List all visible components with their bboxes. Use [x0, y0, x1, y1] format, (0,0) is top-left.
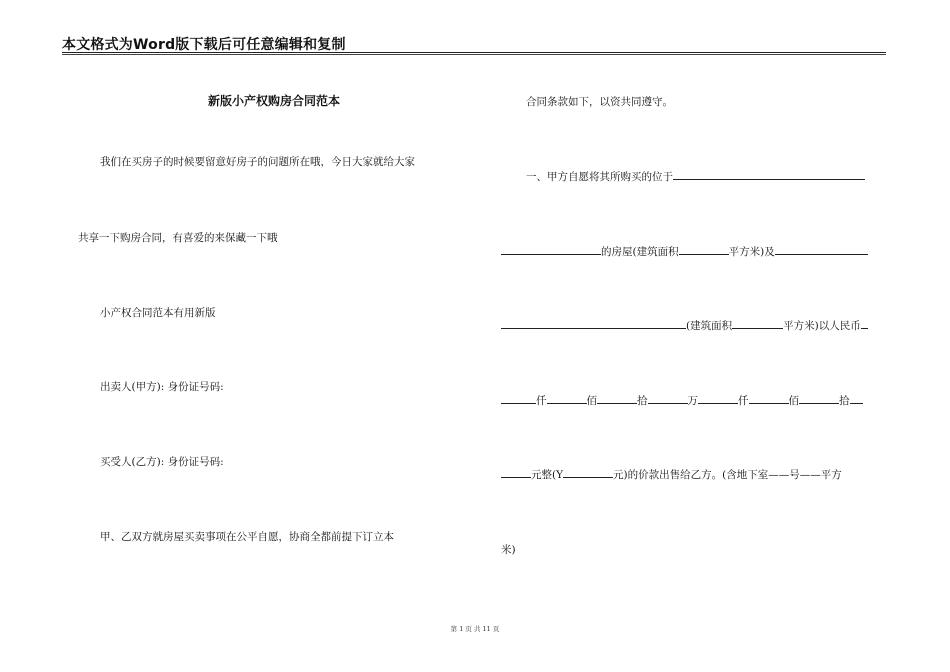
document-header: 本文格式为Word版下载后可任意编辑和复制: [62, 37, 346, 53]
amount-blank-7[interactable]: [799, 393, 839, 404]
document-title: 新版小产权购房合同范本: [207, 94, 340, 108]
amount-blank-8[interactable]: [850, 393, 863, 404]
price-description: 元)的价款出售给乙方。(含地下室——号——平方: [613, 469, 842, 481]
clause-1-line-3: [501, 318, 868, 333]
clause-1-line-1: [526, 169, 865, 184]
extra-area-blank[interactable]: [732, 318, 783, 329]
right-paragraph-7: 米): [501, 544, 516, 556]
right-paragraph-1: 合同条款如下，以资共同遵守。: [526, 96, 673, 108]
clause-1-text: 一、甲方自愿将其所购买的位于: [526, 171, 673, 183]
unit-bai-2: 佰: [788, 395, 799, 407]
yuan-total-label: 元整(Y: [531, 469, 564, 481]
price-total-line: [501, 467, 842, 482]
page-footer: 第 1 页 共 11 页: [450, 625, 500, 633]
amount-blank-2[interactable]: [547, 393, 587, 404]
price-amount-line: [501, 393, 863, 408]
sqm-rmb-label: 平方米)以人民币: [783, 320, 861, 332]
left-paragraph-2: 共享一下购房合同，有喜爱的来保藏一下哦: [78, 232, 278, 244]
amount-blank-3[interactable]: [597, 393, 637, 404]
seller-line: 出卖人(甲方): 身份证号码:: [100, 381, 224, 393]
rmb-blank[interactable]: [861, 318, 868, 329]
yuan-number-blank[interactable]: [563, 467, 613, 478]
left-paragraph-3: 小产权合同范本有用新版: [100, 307, 216, 319]
header-rule: [62, 52, 886, 53]
amount-blank-1[interactable]: [501, 393, 536, 404]
amount-blank-6[interactable]: [749, 393, 789, 404]
left-paragraph-6: 甲、乙双方就房屋买卖事项在公平自愿，协商全都前提下订立本: [100, 531, 394, 543]
sqm-and-label: 平方米)及: [728, 246, 775, 258]
area-blank[interactable]: [679, 244, 729, 255]
extra-area-label: (建筑面积: [686, 320, 733, 332]
clause-1-line-2: [501, 244, 868, 259]
amount-blank-4[interactable]: [648, 393, 688, 404]
house-area-label: 的房屋(建筑面积: [601, 246, 679, 258]
unit-shi-2: 拾: [839, 395, 850, 407]
location-blank[interactable]: [673, 169, 865, 180]
buyer-line: 买受人(乙方): 身份证号码:: [100, 456, 224, 468]
unit-qian-2: 仟: [738, 395, 749, 407]
unit-bai-1: 佰: [586, 395, 597, 407]
extra-property-blank[interactable]: [775, 244, 868, 255]
amount-blank-5[interactable]: [698, 393, 738, 404]
extra-property-blank-2[interactable]: [501, 318, 686, 329]
unit-shi-1: 拾: [637, 395, 648, 407]
unit-qian-1: 仟: [536, 395, 547, 407]
yuan-blank[interactable]: [501, 467, 531, 478]
header-rule-thin: [62, 54, 886, 55]
left-paragraph-1: 我们在买房子的时候要留意好房子的问题所在哦，今日大家就给大家: [100, 156, 415, 168]
location-blank-2[interactable]: [501, 244, 601, 255]
unit-wan: 万: [687, 395, 698, 407]
